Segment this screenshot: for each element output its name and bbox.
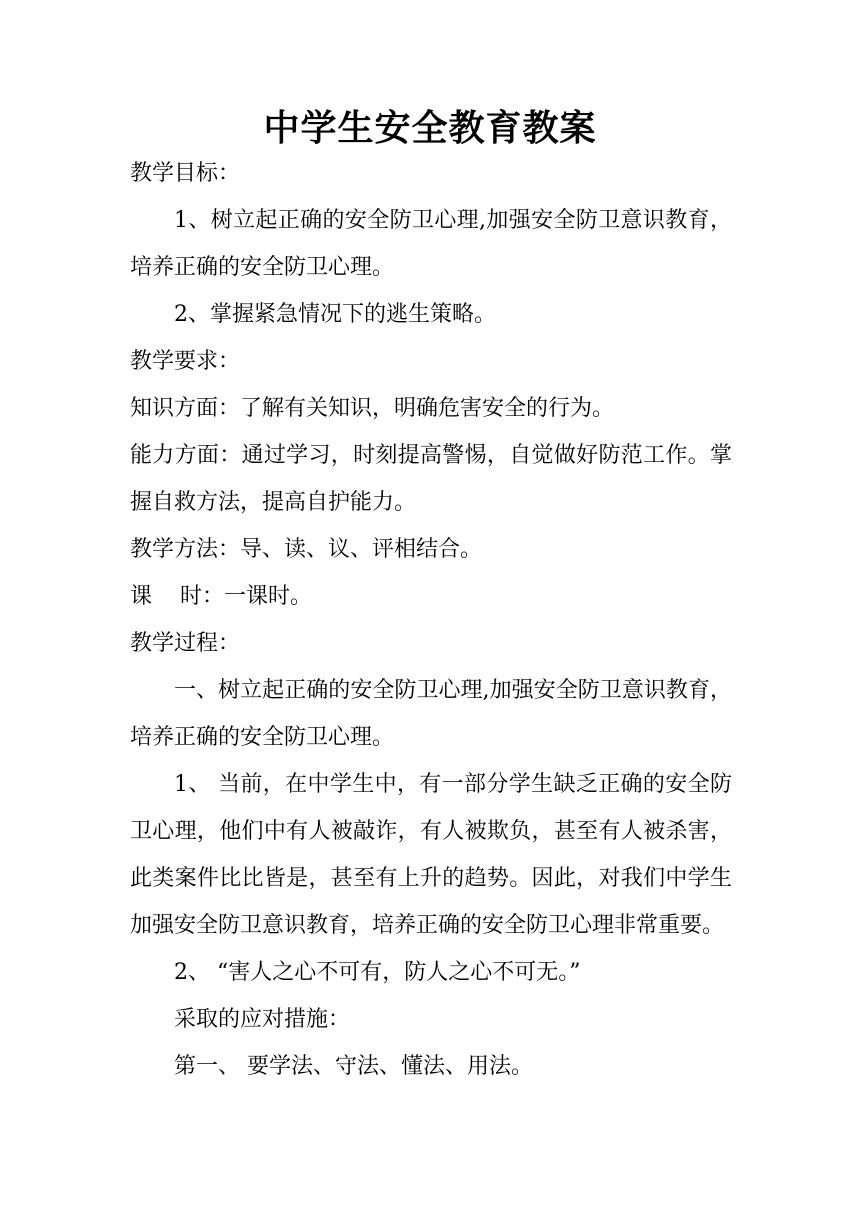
paragraph-teaching-method: 教学方法：导、读、议、评相结合。	[130, 537, 483, 562]
paragraph-process-section-1: 一、树立起正确的安全防卫心理,加强安全防卫意识教育，培养正确的安全防卫心理。	[130, 678, 732, 750]
document-body	[130, 150, 732, 1090]
paragraph-measure-1: 第一、 要学法、守法、懂法、用法。	[174, 1054, 533, 1079]
paragraph-ability-aspect: 能力方面：通过学习，时刻提高警惕，自觉做好防范工作。掌握自救方法，提高自护能力。	[130, 443, 732, 515]
document-title: 中学生安全教育教案	[263, 107, 597, 149]
paragraph-process-point-1: 1、 当前，在中学生中，有一部分学生缺乏正确的安全防卫心理，他们中有人被敲诈，有人被欺负，甚至有人被杀害，此类案件比比皆是，甚至有上升的趋势。因此，对我们中学生加强安全防卫意识教育，培养正确的安全防卫心理非常重要。	[130, 772, 732, 938]
paragraph-class-hours: 课 时：一课时。	[130, 584, 312, 609]
paragraph-teaching-process-heading: 教学过程：	[130, 631, 241, 656]
paragraph-teaching-goals-heading: 教学目标：	[130, 161, 241, 186]
paragraph-process-point-2: 2、 “害人之心不可有，防人之心不可无。”	[174, 960, 581, 985]
paragraph-knowledge-aspect: 知识方面：了解有关知识，明确危害安全的行为。	[130, 396, 615, 421]
paragraph-goal-2: 2、掌握紧急情况下的逃生策略。	[174, 302, 496, 327]
paragraph-goal-1: 1、树立起正确的安全防卫心理,加强安全防卫意识教育，培养正确的安全防卫心理。	[130, 208, 732, 280]
paragraph-teaching-requirements-heading: 教学要求：	[130, 349, 241, 374]
paragraph-measures-heading: 采取的应对措施：	[174, 1007, 351, 1032]
